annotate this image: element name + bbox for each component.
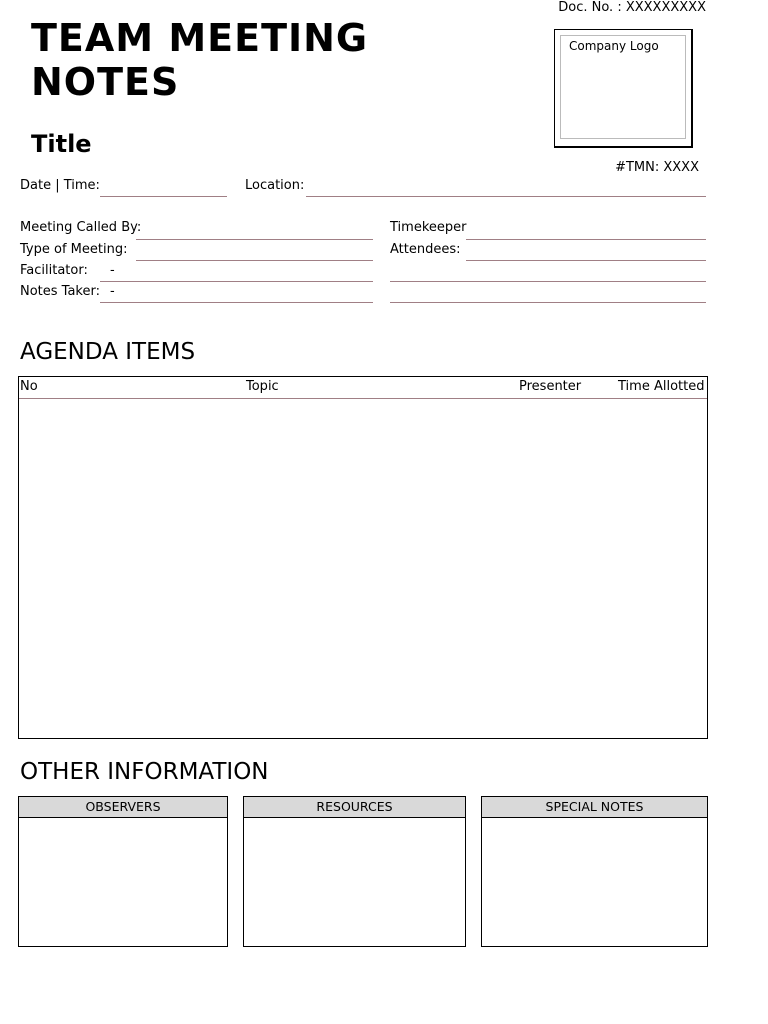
page-title-line1: TEAM MEETING bbox=[31, 16, 369, 60]
document-subtitle: Title bbox=[31, 130, 92, 158]
notes-taker-field[interactable] bbox=[100, 302, 373, 303]
special-notes-header: SPECIAL NOTES bbox=[482, 797, 707, 818]
attendees-label: Attendees: bbox=[390, 242, 461, 257]
location-label: Location: bbox=[245, 178, 305, 193]
type-of-meeting-label: Type of Meeting: bbox=[20, 242, 128, 257]
facilitator-value: - bbox=[110, 263, 115, 278]
type-of-meeting-field[interactable] bbox=[136, 260, 373, 261]
company-logo-frame bbox=[560, 35, 686, 139]
agenda-heading: AGENDA ITEMS bbox=[20, 339, 196, 365]
agenda-table bbox=[18, 376, 708, 739]
agenda-col-no: No bbox=[20, 379, 38, 394]
attendees-field-line3[interactable] bbox=[390, 302, 706, 303]
notes-taker-label: Notes Taker: bbox=[20, 284, 100, 299]
tmn-number: #TMN: XXXX bbox=[615, 160, 699, 175]
special-notes-box[interactable] bbox=[481, 796, 708, 947]
observers-box[interactable] bbox=[18, 796, 228, 947]
timekeeper-field[interactable] bbox=[466, 239, 706, 240]
doc-number: Doc. No. : XXXXXXXXX bbox=[558, 0, 706, 15]
facilitator-field[interactable] bbox=[100, 281, 373, 282]
company-logo-box bbox=[554, 29, 693, 148]
other-info-heading: OTHER INFORMATION bbox=[20, 759, 269, 785]
agenda-col-topic: Topic bbox=[246, 379, 279, 394]
agenda-col-time-allotted: Time Allotted bbox=[618, 379, 705, 394]
page-title-line2: NOTES bbox=[31, 60, 180, 104]
page-title bbox=[31, 16, 471, 104]
observers-header: OBSERVERS bbox=[19, 797, 227, 818]
resources-box[interactable] bbox=[243, 796, 466, 947]
date-time-label: Date | Time: bbox=[20, 178, 100, 193]
location-field[interactable] bbox=[306, 196, 706, 197]
attendees-field[interactable] bbox=[466, 260, 706, 261]
company-logo-label: Company Logo bbox=[569, 39, 659, 53]
meeting-called-by-label: Meeting Called By: bbox=[20, 220, 142, 235]
meeting-called-by-field[interactable] bbox=[136, 239, 373, 240]
agenda-header-row bbox=[19, 377, 707, 399]
date-time-field[interactable] bbox=[100, 196, 227, 197]
attendees-field-line2[interactable] bbox=[390, 281, 706, 282]
facilitator-label: Facilitator: bbox=[20, 263, 88, 278]
agenda-col-presenter: Presenter bbox=[519, 379, 582, 394]
resources-header: RESOURCES bbox=[244, 797, 465, 818]
timekeeper-label: Timekeeper bbox=[390, 220, 467, 235]
notes-taker-value: - bbox=[110, 284, 115, 299]
